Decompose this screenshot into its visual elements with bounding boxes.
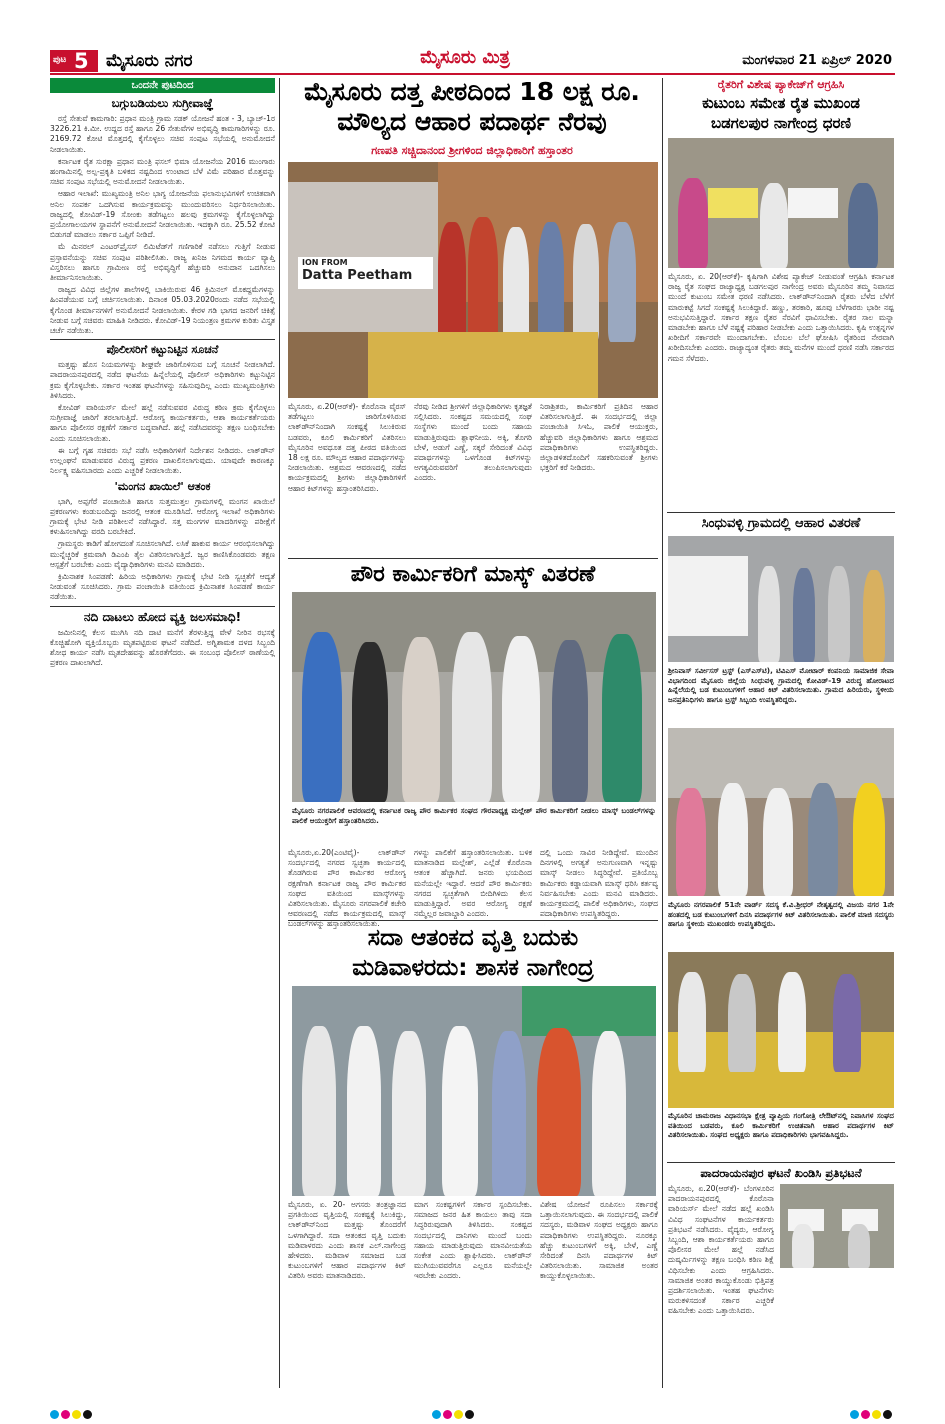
vijayanagar-caption: ಮೈಸೂರು ನಗರಪಾಲಿಕೆ 51ನೇ ವಾರ್ಡ್ ಸದಸ್ಯ ಕೆ.ವಿ.ಶ್ರೀಧರ್ ನೇತೃತ್ವದಲ್ಲಿ ವಿಜಯ ನಗರ 1ನೇ ಹಂತದಲ್ಲಿ ಬಡ ಕುಟುಂಬಗಳಿಗೆ ದಿನಸಿ ಪದಾರ್ಥಗಳ ಕಿಟ್ ವಿತರಿಸಲಾಯಿತು. ಪಾಲಿಕೆ ಮಾಜಿ ಸದಸ್ಯರು ಹಾಗೂ ಸ್ಥಳೀಯ ಮುಖಂಡರು ಉಪಸ್ಥಿತರಿದ್ದರು. [668, 900, 894, 928]
mla-photo [292, 986, 656, 1196]
mla-headline-line2: ಮಡಿವಾಳರದು: ಶಾಸಕ ನಾಗೇಂದ್ರ [352, 955, 594, 981]
column-divider [662, 78, 663, 1388]
column-divider [279, 78, 280, 1388]
person-figure [778, 972, 806, 1072]
van-image [668, 556, 748, 636]
page-label: ಪುಟ [53, 55, 67, 65]
person-figure [452, 632, 492, 802]
protest-photo [780, 1184, 894, 1268]
gangothri-caption: ಮೈಸೂರಿನ ಚಾಮರಾಜ ವಿಧಾನಸಭಾ ಕ್ಷೇತ್ರ ವ್ಯಾಪ್ತಿಯ ಗಂಗೋತ್ರಿ ಲೇಔಟ್‌ನಲ್ಲಿ ನಿವಾಸಿಗಳ ಸಂಘದ ವತಿಯಿಂದ ಬಡವರು, ಕೂಲಿ ಕಾರ್ಮಿಕರಿಗೆ ಉಚಿತವಾಗಿ ಆಹಾರ ಪದಾರ್ಥಗಳ ಕಿಟ್ ವಿತರಿಸಲಾಯಿತು. ಸಂಘದ ಅಧ್ಯಕ್ಷರು ಹಾಗೂ ಪದಾಧಿಕಾರಿಗಳು ಭಾಗವಹಿಸಿದ್ದರು. [668, 1111, 894, 1139]
truck-banner [298, 257, 433, 289]
person-figure [792, 1224, 814, 1268]
green-banner [522, 986, 656, 1036]
black-dot [883, 1410, 892, 1419]
farmer-body: ಮೈಸೂರು, ಏ. 20(ಆರ್‌ಕೆ)- ಕೃಷಿಗಾಗಿ ವಿಶೇಷ ಪ್ಯಾಕೇಜ್ ನೀಡುವಂತೆ ಆಗ್ರಹಿಸಿ ಕರ್ನಾಟಕ ರಾಜ್ಯ ರೈತ ಸಂಘದ ರಾಜ್ಯಾಧ್ಯಕ್ಷ ಬಡಗಲಪುರ ನಾಗೇಂದ್ರ ಅವರು ಮೈಸೂರಿನ ತಮ್ಮ ನಿವಾಸದ ಮುಂದೆ ಕುಟುಂಬ ಸಮೇತ ಧರಣಿ ನಡೆಸಿದರು. ಲಾಕ್‌ಡೌನ್‌ನಿಂದಾಗಿ ರೈತರು ಬೆಳೆದ ಬೆಳೆಗೆ ಮಾರುಕಟ್ಟೆ ಸಿಗದೆ ಸಂಕಷ್ಟಕ್ಕೆ ಸಿಲುಕಿದ್ದಾರೆ. ಹಣ್ಣು, ತರಕಾರಿ, ಹೂವು ಬೆಳೆಗಾರರು ಭಾರೀ ನಷ್ಟ ಅನುಭವಿಸುತ್ತಿದ್ದಾರೆ. ಸರ್ಕಾರ ತಕ್ಷಣ ರೈತರ ನೆರವಿಗೆ ಧಾವಿಸಬೇಕು. ರೈತರ ಸಾಲ ಮನ್ನಾ ಮಾಡಬೇಕು ಹಾಗೂ ಬೆಳೆ ನಷ್ಟಕ್ಕೆ ಪರಿಹಾರ ನೀಡಬೇಕು ಎಂದು ಒತ್ತಾಯಿಸಿದರು. ಕೃಷಿ ಉತ್ಪನ್ನಗಳ ಖರೀದಿಗೆ ಸರ್ಕಾರವೇ ಮುಂದಾಗಬೇಕು. ಬೆಂಬಲ ಬೆಲೆ ಘೋಷಿಸಿ ರೈತರಿಂದ ನೇರವಾಗಿ ಖರೀದಿಸಬೇಕು ಎಂದರು. ರಾಜ್ಯಾದ್ಯಂತ ರೈತರು ತಮ್ಮ ಮನೆಗಳ ಮುಂದೆ ಧರಣಿ ನಡೆಸಿ ಸರ್ಕಾರದ ಗಮನ ಸೆಳೆದರು. [668, 272, 894, 363]
black-dot [83, 1410, 92, 1419]
banner-prefix: ION FROM [302, 258, 348, 267]
sindhuvalli-headline: ಸಿಂಧುವಳ್ಳಿ ಗ್ರಾಮದಲ್ಲಿ ಆಹಾರ ವಿತರಣೆ [667, 512, 895, 533]
person-figure [758, 566, 780, 662]
lead-photo [288, 162, 658, 398]
masks-col1: ಮೈಸೂರು,ಏ.20(ಎಂಟಿವೈ)- ಲಾಕ್‌ಡೌನ್ ಸಂದರ್ಭದಲ್ಲಿ ನಗರದ ಸ್ವಚ್ಛತಾ ಕಾರ್ಯದಲ್ಲಿ ತೊಡಗಿರುವ ಪೌರ ಕಾರ್ಮಿಕರ ಆರೋಗ್ಯ ರಕ್ಷಣೆಗಾಗಿ ಕರ್ನಾಟಕ ರಾಜ್ಯ ಪೌರ ಕಾರ್ಮಿಕರ ಸಂಘದ ವತಿಯಿಂದ ಮಾಸ್ಕ್‌ಗಳನ್ನು ವಿತರಿಸಲಾಯಿತು. ಮೈಸೂರು ನಗರಪಾಲಿಕೆ ಕಚೇರಿ ಆವರಣದಲ್ಲಿ ನಡೆದ ಕಾರ್ಯಕ್ರಮದಲ್ಲಿ ಮಾಸ್ಕ್ ಬಂಡಲ್‌ಗಳನ್ನು ಹಸ್ತಾಂತರಿಸಲಾಯಿತು. [288, 848, 406, 929]
person-figure [763, 788, 793, 896]
lead-headline-line1: ಮೈಸೂರು ದತ್ತ ಪೀಠದಿಂದ 18 ಲಕ್ಷ ರೂ. [304, 77, 640, 106]
mla-headline [288, 920, 658, 983]
story2-title: ಪೊಲೀಸರಿಗೆ ಕಟ್ಟುನಿಟ್ಟಿನ ಸೂಚನೆ [106, 343, 219, 357]
story1-body [50, 114, 275, 336]
paragraph: ಕೋವಿಡ್ ವಾರಿಯರ್ಸ್ ಮೇಲೆ ಹಲ್ಲೆ ನಡೆಸುವವರ ವಿರುದ್ಧ ಕಠಿಣ ಕ್ರಮ ಕೈಗೊಳ್ಳಲು ಸುಗ್ರೀವಾಜ್ಞೆ ಜಾರಿಗೆ ತರಲಾಗುತ್ತಿದೆ. ಆರೋಗ್ಯ ಕಾರ್ಯಕರ್ತರು, ಆಶಾ ಕಾರ್ಯಕರ್ತೆಯರು ಹಾಗೂ ಪೊಲೀಸರ ರಕ್ಷಣೆಗೆ ಸರ್ಕಾರ ಬದ್ಧವಾಗಿದೆ. ಹಲ್ಲೆ ನಡೆಸಿದವರನ್ನು ತಕ್ಷಣ ಬಂಧಿಸಬೇಕು ಎಂದು ಸೂಚಿಸಲಾಯಿತು. [50, 403, 275, 443]
farmer-headline-line1: ಕುಟುಂಬ ಸಮೇತ ರೈತ ಮುಖಂಡ [702, 94, 860, 112]
person-figure [608, 222, 636, 342]
masks-caption: ಮೈಸೂರು ನಗರಪಾಲಿಕೆ ಆವರಣದಲ್ಲಿ ಕರ್ನಾಟಕ ರಾಜ್ಯ ಪೌರ ಕಾರ್ಮಿಕರ ಸಂಘದ ಗೌರವಾಧ್ಯಕ್ಷ ಮಲ್ಲೇಶ್ ಪೌರ ಕಾರ್ಮಿಕರಿಗೆ ನೀಡಲು ಮಾಸ್ಕ್ ಬಂಡಲ್‌ಗಳನ್ನು ಪಾಲಿಕೆ ಆಯುಕ್ತರಿಗೆ ಹಸ್ತಾಂತರಿಸಿದರು. [292, 806, 656, 825]
cyan-dot [850, 1410, 859, 1419]
paragraph: ರಸ್ತೆ ಸೇತುವೆ ಕಾಮಗಾರಿ: ಪ್ರಧಾನ ಮಂತ್ರಿ ಗ್ರಾಮ ಸಡಕ್ ಯೋಜನೆ ಹಂತ - 3, ಬ್ಯಾಚ್-1ರ 3226.21 ಕಿ.ಮೀ. ಉದ್ದದ ರಸ್ತೆ ಹಾಗೂ 26 ಸೇತುವೆಗಳ ಅಭಿವೃದ್ಧಿ ಕಾಮಗಾರಿಗಳನ್ನು ರೂ. 2169.72 ಕೋಟಿ ಮೊತ್ತದಲ್ಲಿ ಕೈಗೊಳ್ಳಲು ಸಚಿವ ಸಂಪುಟ ಸಭೆಯಲ್ಲಿ ಅನುಮೋದನೆ ನೀಡಲಾಯಿತು. [50, 114, 275, 154]
person-figure [853, 783, 885, 896]
lead-headline-line2: ಮೌಲ್ಯದ ಆಹಾರ ಪದಾರ್ಥ ನೆರವು [337, 107, 607, 136]
lead-headline [284, 77, 660, 137]
person-figure [592, 1031, 626, 1196]
person-figure [728, 974, 756, 1072]
person-figure [492, 1031, 526, 1196]
person-figure [793, 568, 815, 662]
sindhuvalli-photo [668, 536, 894, 662]
paragraph: ಭಾಗಿ, ಅಪ್ಪಗೆರೆ ಪಂಚಾಯಿತಿ ಹಾಗೂ ಸುತ್ತಮುತ್ತಲ ಗ್ರಾಮಗಳಲ್ಲಿ ಮಂಗನ ಖಾಯಿಲೆ ಪ್ರಕರಣಗಳು ಕಂಡುಬಂದಿದ್ದು ಜನರಲ್ಲಿ ಆತಂಕ ಮೂಡಿಸಿದೆ. ಆರೋಗ್ಯ ಇಲಾಖೆ ಅಧಿಕಾರಿಗಳು ಗ್ರಾಮಕ್ಕೆ ಭೇಟಿ ನೀಡಿ ಪರಿಶೀಲನೆ ನಡೆಸಿದ್ದಾರೆ. ಸತ್ತ ಮಂಗಗಳ ಮಾದರಿಗಳನ್ನು ಪರೀಕ್ಷೆಗೆ ಕಳುಹಿಸಲಾಗಿದ್ದು ವರದಿ ಬರಬೇಕಿದೆ. [50, 496, 275, 537]
person-figure [538, 222, 564, 342]
masks-headline: ಪೌರ ಕಾರ್ಮಿಕರಿಗೆ ಮಾಸ್ಕ್ ವಿತರಣೆ [288, 558, 658, 589]
person-figure [302, 1026, 336, 1196]
person-figure [347, 1026, 381, 1196]
farmer-headline-line2: ಬಡಗಲಪುರ ನಾಗೇಂದ್ರ ಧರಣಿ [710, 114, 852, 132]
paragraph: ಜಮೀನಿನಲ್ಲಿ ಕೆಲಸ ಮುಗಿಸಿ ನದಿ ದಾಟಿ ಮನೆಗೆ ತೆರಳುತ್ತಿದ್ದ ವೇಳೆ ನೀರಿನ ರಭಸಕ್ಕೆ ಕೊಚ್ಚಿಹೋಗಿ ವ್ಯಕ್ತಿಯೊಬ್ಬರು ಮೃತಪಟ್ಟಿರುವ ಘಟನೆ ನಡೆದಿದೆ. ಅಗ್ನಿಶಾಮಕ ದಳದ ಸಿಬ್ಬಂದಿ ಶೋಧ ಕಾರ್ಯ ನಡೆಸಿ ಮೃತದೇಹವನ್ನು ಹೊರತೆಗೆದರು. ಈ ಸಂಬಂಧ ಪೊಲೀಸ್ ಠಾಣೆಯಲ್ಲಿ ಪ್ರಕರಣ ದಾಖಲಾಗಿದೆ. [50, 627, 275, 668]
gangothri-photo [668, 952, 894, 1108]
person-figure [468, 217, 498, 342]
lead-col3: ನಿರಾಶ್ರಿತರು, ಕಾರ್ಮಿಕರಿಗೆ ಪ್ರತಿದಿನ ಆಹಾರ ವಿತರಿಸಲಾಗುತ್ತಿದೆ. ಈ ಸಂದರ್ಭದಲ್ಲಿ ಜಿಲ್ಲಾ ಪಂಚಾಯಿತಿ ಸಿಇಓ, ಪಾಲಿಕೆ ಆಯುಕ್ತರು, ಹೆಚ್ಚುವರಿ ಜಿಲ್ಲಾಧಿಕಾರಿಗಳು ಹಾಗೂ ಆಶ್ರಮದ ಪದಾಧಿಕಾರಿಗಳು ಉಪಸ್ಥಿತರಿದ್ದರು. ಜಿಲ್ಲಾಡಳಿತದೊಂದಿಗೆ ಸಹಕರಿಸುವಂತೆ ಶ್ರೀಗಳು ಭಕ್ತರಿಗೆ ಕರೆ ನೀಡಿದರು. [540, 402, 658, 473]
mla-headline-line1: ಸದಾ ಆತಂಕದ ವೃತ್ತಿ ಬದುಕು [367, 925, 579, 951]
person-figure [848, 183, 878, 268]
lead-col2: ನೆರವು ನೀಡಿದ ಶ್ರೀಗಳಿಗೆ ಜಿಲ್ಲಾಧಿಕಾರಿಗಳು ಕೃತಜ್ಞತೆ ಸಲ್ಲಿಸಿದರು. ಸಂಕಷ್ಟದ ಸಮಯದಲ್ಲಿ ಸಂಘ ಸಂಸ್ಥೆಗಳು ಮುಂದೆ ಬಂದು ಸಹಾಯ ಮಾಡುತ್ತಿರುವುದು ಶ್ಲಾಘನೀಯ. ಅಕ್ಕಿ, ತೊಗರಿ ಬೇಳೆ, ಅಡುಗೆ ಎಣ್ಣೆ, ಸಕ್ಕರೆ ಸೇರಿದಂತೆ ವಿವಿಧ ಪದಾರ್ಥಗಳನ್ನು ಒಳಗೊಂಡ ಕಿಟ್‌ಗಳನ್ನು ಅಗತ್ಯವಿರುವವರಿಗೆ ತಲುಪಿಸಲಾಗುವುದು ಎಂದರು. [414, 402, 532, 483]
person-figure [760, 183, 788, 268]
person-figure [676, 788, 706, 896]
lead-col1: ಮೈಸೂರು, ಏ.20(ಆರ್‌ಕೆ)- ಕೊರೊನಾ ವೈರಸ್ ತಡೆಗಟ್ಟಲು ಜಾರಿಗೊಳಿಸಿರುವ ಲಾಕ್‌ಡೌನ್‌ನಿಂದಾಗಿ ಸಂಕಷ್ಟಕ್ಕೆ ಸಿಲುಕಿರುವ ಬಡವರು, ಕೂಲಿ ಕಾರ್ಮಿಕರಿಗೆ ವಿತರಿಸಲು ಮೈಸೂರಿನ ಅವಧೂತ ದತ್ತ ಪೀಠದ ವತಿಯಿಂದ 18 ಲಕ್ಷ ರೂ. ಮೌಲ್ಯದ ಆಹಾರ ಪದಾರ್ಥಗಳನ್ನು ನೀಡಲಾಯಿತು. ಆಶ್ರಮದ ಆವರಣದಲ್ಲಿ ನಡೆದ ಕಾರ್ಯಕ್ರಮದಲ್ಲಿ ಶ್ರೀಗಳು ಜಿಲ್ಲಾಧಿಕಾರಿಗಳಿಗೆ ಆಹಾರ ಕಿಟ್‌ಗಳನ್ನು ಹಸ್ತಾಂತರಿಸಿದರು. [288, 402, 406, 493]
placard [788, 188, 838, 218]
person-figure [573, 224, 599, 342]
person-figure [503, 227, 529, 342]
paper-name: ಮೈಸೂರು ಮಿತ್ರ [420, 47, 510, 68]
lead-subhead: ಗಣಪತಿ ಸಚ್ಚಿದಾನಂದ ಶ್ರೀಗಳಿಂದ ಜಿಲ್ಲಾಧಿಕಾರಿಗೆ ಹಸ್ತಾಂತರ [371, 144, 573, 157]
protest-body: ಮೈಸೂರು, ಏ.20(ಆರ್‌ಕೆ)- ಬೆಂಗಳೂರಿನ ಪಾದರಾಯನಪುರದಲ್ಲಿ ಕೊರೊನಾ ವಾರಿಯರ್ಸ್ ಮೇಲೆ ನಡೆದ ಹಲ್ಲೆ ಖಂಡಿಸಿ ವಿವಿಧ ಸಂಘಟನೆಗಳ ಕಾರ್ಯಕರ್ತರು ಪ್ರತಿಭಟನೆ ನಡೆಸಿದರು. ವೈದ್ಯರು, ಆರೋಗ್ಯ ಸಿಬ್ಬಂದಿ, ಆಶಾ ಕಾರ್ಯಕರ್ತೆಯರು ಹಾಗೂ ಪೊಲೀಸರ ಮೇಲೆ ಹಲ್ಲೆ ನಡೆಸಿದ ದುಷ್ಕರ್ಮಿಗಳನ್ನು ತಕ್ಷಣ ಬಂಧಿಸಿ ಕಠಿಣ ಶಿಕ್ಷೆ ವಿಧಿಸಬೇಕು ಎಂದು ಆಗ್ರಹಿಸಿದರು. ಸಾಮಾಜಿಕ ಅಂತರ ಕಾಯ್ದುಕೊಂಡು ಭಿತ್ತಿಪತ್ರ ಪ್ರದರ್ಶಿಸಲಾಯಿತು. ಇಂತಹ ಘಟನೆಗಳು ಮರುಕಳಿಸದಂತೆ ಸರ್ಕಾರ ಎಚ್ಚರಿಕೆ ವಹಿಸಬೇಕು ಎಂದು ಒತ್ತಾಯಿಸಿದರು. [668, 1184, 774, 1316]
farmer-photo [668, 138, 894, 268]
magenta-dot [61, 1410, 70, 1419]
cyan-dot [432, 1410, 441, 1419]
story3-body [50, 497, 275, 603]
mla-body [288, 1200, 658, 1385]
yellow-dot [872, 1410, 881, 1419]
supplies-table [368, 332, 598, 398]
protest-headline: ಪಾದರಾಯನಪುರ ಘಟನೆ ಖಂಡಿಸಿ ಪ್ರತಿಭಟನೆ [667, 1162, 895, 1181]
person-figure [833, 974, 861, 1072]
person-figure [438, 222, 466, 342]
sindhuvalli-caption: ಶ್ರೀನಿವಾಸ್ ಸರ್ವೀಸಸ್ ಟ್ರಸ್ಟ್ (ಎಸ್‌ಎಸ್‌ಟಿ), ಟಿವಿಎಸ್ ಮೋಟಾರ್ ಕಂಪನಿಯ ಸಾಮಾಜಿಕ ಸೇವಾ ವಿಭಾಗದಿಂದ ಮೈಸೂರು ಜಿಲ್ಲೆಯ ಸಿಂಧುವಳ್ಳಿ ಗ್ರಾಮದಲ್ಲಿ ಕೋವಿಡ್-19 ವಿರುದ್ಧ ಹೋರಾಟದ ಹಿನ್ನೆಲೆಯಲ್ಲಿ ಬಡ ಕುಟುಂಬಗಳಿಗೆ ಆಹಾರ ಕಿಟ್ ವಿತರಿಸಲಾಯಿತು. ಗ್ರಾಮದ ಹಿರಿಯರು, ಸ್ಥಳೀಯ ಜನಪ್ರತಿನಿಧಿಗಳು ಹಾಗೂ ಟ್ರಸ್ಟ್ ಸಿಬ್ಬಂದಿ ಉಪಸ್ಥಿತರಿದ್ದರು. [668, 666, 894, 704]
masks-col2: ಗಳನ್ನು ಪಾಲಿಕೆಗೆ ಹಸ್ತಾಂತರಿಸಲಾಯಿತು. ಬಳಿಕ ಮಾತನಾಡಿದ ಮಲ್ಲೇಶ್, ಎಲ್ಲೆಡೆ ಕೊರೊನಾ ಆತಂಕ ಹೆಚ್ಚಾಗಿದೆ. ಜನರು ಭಯದಿಂದ ಮನೆಯಲ್ಲೇ ಇದ್ದಾರೆ. ಆದರೆ ಪೌರ ಕಾರ್ಮಿಕರು ನಗರದ ಸ್ವಚ್ಛತೆಗಾಗಿ ಬೀದಿಗಿಳಿದು ಕೆಲಸ ಮಾಡುತ್ತಿದ್ದಾರೆ. ಅವರ ಆರೋಗ್ಯ ರಕ್ಷಣೆ ನಮ್ಮೆಲ್ಲರ ಜವಾಬ್ದಾರಿ ಎಂದರು. [414, 848, 532, 919]
paragraph: ಈ ಬಗ್ಗೆ ಗೃಹ ಸಚಿವರು ಸಭೆ ನಡೆಸಿ ಅಧಿಕಾರಿಗಳಿಗೆ ನಿರ್ದೇಶನ ನೀಡಿದರು. ಲಾಕ್‌ಡೌನ್ ಉಲ್ಲಂಘನೆ ಮಾಡುವವರ ವಿರುದ್ಧ ಪ್ರಕರಣ ದಾಖಲಿಸಲಾಗುವುದು. ಯಾವುದೇ ಕಾರಣಕ್ಕೂ ನಿರ್ಲಕ್ಷ್ಯ ವಹಿಸಬಾರದು ಎಂದು ಎಚ್ಚರಿಕೆ ನೀಡಲಾಯಿತು. [50, 445, 275, 476]
person-figure [678, 178, 708, 268]
black-dot [465, 1410, 474, 1419]
story4-body [50, 628, 275, 669]
registration-marks-right [850, 1404, 894, 1423]
person-figure [552, 640, 588, 802]
page-number: 5 [74, 49, 89, 73]
masthead-rule [50, 73, 895, 75]
person-figure [848, 1224, 870, 1268]
page-date: ಮಂಗಳವಾರ 21 ಏಪ್ರಿಲ್ 2020 [742, 53, 892, 68]
registration-marks-center [432, 1404, 476, 1423]
paragraph: ಮತ್ತಷ್ಟು ಹೊಸ ನಿಯಮಗಳನ್ನು ಶೀಘ್ರವೇ ಜಾರಿಗೊಳಿಸುವ ಬಗ್ಗೆ ಸೂಚನೆ ನೀಡಲಾಗಿದೆ. ಪಾದರಾಯನಪುರದಲ್ಲಿ ನಡೆದ ಘಟನೆಯ ಹಿನ್ನೆಲೆಯಲ್ಲಿ ಪೊಲೀಸ್ ಅಧಿಕಾರಿಗಳು ಕಟ್ಟುನಿಟ್ಟಿನ ಕ್ರಮ ಕೈಗೊಳ್ಳಬೇಕು. ಸರ್ಕಾರ ಇಂತಹ ಘಟನೆಗಳನ್ನು ಸಹಿಸುವುದಿಲ್ಲ ಎಂದು ಮುಖ್ಯಮಂತ್ರಿಗಳು ತಿಳಿಸಿದರು. [50, 360, 275, 400]
story3-title: 'ಮಂಗನ ಖಾಯಿಲೆ' ಆತಂಕ [114, 479, 211, 493]
person-figure [678, 972, 706, 1072]
farmer-headline [667, 93, 895, 133]
story4-title: ನದಿ ದಾಟಲು ಹೋದ ವ್ಯಕ್ತಿ ಜಲಸಮಾಧಿ! [83, 609, 242, 624]
banner-text: Datta Peetham [302, 268, 413, 283]
person-figure [502, 636, 540, 802]
cyan-dot [50, 1410, 59, 1419]
continued-banner: ಒಂದನೇ ಪುಟದಿಂದ [50, 78, 275, 93]
left-column [50, 78, 275, 1388]
story2-body [50, 360, 275, 476]
person-figure [352, 642, 388, 802]
story1-title: ಬಗ್ಗುಬಡಿಯಲು ಸುಗ್ರೀವಾಜ್ಞೆ [111, 96, 214, 110]
paragraph: ಮೆ ಮಿನರಲ್ ಎಂಟರ್‌ಪ್ರೈಸಸ್ ಲಿಮಿಟೆಡ್‌ಗೆ ಗಣಿಗಾರಿಕೆ ನಡೆಸಲು ಗುತ್ತಿಗೆ ನೀಡುವ ಪ್ರಸ್ತಾವನೆಯನ್ನು ಸಚಿವ ಸಂಪುಟ ಪರಿಶೀಲಿಸಿತು. ರಾಜ್ಯ ಖನಿಜ ನಿಗಮದ ಕಾರ್ಯ ವ್ಯಾಪ್ತಿ ವಿಸ್ತರಿಸಲು ಹಾಗೂ ಗ್ರಾಮೀಣ ರಸ್ತೆ ಅಭಿವೃದ್ಧಿಗೆ ಹೆಚ್ಚುವರಿ ಅನುದಾನ ಒದಗಿಸಲು ತೀರ್ಮಾನಿಸಲಾಯಿತು. [50, 242, 275, 283]
yellow-dot [72, 1410, 81, 1419]
lead-body [288, 402, 658, 552]
magenta-dot [443, 1410, 452, 1419]
mla-col2: ಮಾಗ ಸಂಕಷ್ಟಗಳಿಗೆ ಸರ್ಕಾರ ಸ್ಪಂದಿಸಬೇಕು. ಸಮಾಜದ ಜನರ ಹಿತ ಕಾಯಲು ತಾವು ಸದಾ ಸಿದ್ಧರಿರುವುದಾಗಿ ತಿಳಿಸಿದರು. ಸಂಕಷ್ಟದ ಸಂದರ್ಭದಲ್ಲಿ ದಾನಿಗಳು ಮುಂದೆ ಬಂದು ಸಹಾಯ ಮಾಡುತ್ತಿರುವುದು ಮಾನವೀಯತೆಯ ಸಂಕೇತ ಎಂದು ಶ್ಲಾಘಿಸಿದರು. ಲಾಕ್‌ಡೌನ್ ಮುಗಿಯುವವರೆಗೂ ಎಲ್ಲರೂ ಮನೆಯಲ್ಲೇ ಇರಬೇಕು ಎಂದರು. [414, 1200, 532, 1281]
person-figure [302, 632, 342, 802]
yellow-dot [454, 1410, 463, 1419]
person-figure [828, 566, 850, 662]
paragraph: ಕ್ರಿಮಿನಾಶಕ ಸಿಂಪಡಣೆ: ಹಿರಿಯ ಅಧಿಕಾರಿಗಳು ಗ್ರಾಮಕ್ಕೆ ಭೇಟಿ ನೀಡಿ ಸ್ವಚ್ಛತೆಗೆ ಆದ್ಯತೆ ನೀಡುವಂತೆ ಸೂಚಿಸಿದರು. ಗ್ರಾಮ ಪಂಚಾಯಿತಿ ವತಿಯಿಂದ ಕ್ರಿಮಿನಾಶಕ ಸಿಂಪಡಣೆ ಕಾರ್ಯ ನಡೆಯಿತು. [50, 571, 275, 602]
masks-col3: ದಲ್ಲಿ ಒಂದು ಸಾವಿರ ನೀಡಿದ್ದೇವೆ. ಮುಂದಿನ ದಿನಗಳಲ್ಲಿ ಅಗತ್ಯತೆ ಅನುಗುಣವಾಗಿ ಇನ್ನಷ್ಟು ಮಾಸ್ಕ್ ನೀಡಲು ಸಿದ್ಧರಿದ್ದೇವೆ. ಪ್ರತಿಯೊಬ್ಬ ಕಾರ್ಮಿಕರು ಕಡ್ಡಾಯವಾಗಿ ಮಾಸ್ಕ್ ಧರಿಸಿ ಕರ್ತವ್ಯ ನಿರ್ವಹಿಸಬೇಕು ಎಂದು ಮನವಿ ಮಾಡಿದರು. ಕಾರ್ಯಕ್ರಮದಲ್ಲಿ ಪಾಲಿಕೆ ಅಧಿಕಾರಿಗಳು, ಸಂಘದ ಪದಾಧಿಕಾರಿಗಳು ಉಪಸ್ಥಿತರಿದ್ದರು. [540, 848, 658, 919]
mla-col3: ವಿಶೇಷ ಯೋಜನೆ ರೂಪಿಸಲು ಸರ್ಕಾರಕ್ಕೆ ಒತ್ತಾಯಿಸಲಾಗುವುದು. ಈ ಸಂದರ್ಭದಲ್ಲಿ ಪಾಲಿಕೆ ಸದಸ್ಯರು, ಮಡಿವಾಳ ಸಂಘದ ಅಧ್ಯಕ್ಷರು ಹಾಗೂ ಪದಾಧಿಕಾರಿಗಳು ಉಪಸ್ಥಿತರಿದ್ದರು. ನೂರಕ್ಕೂ ಹೆಚ್ಚು ಕುಟುಂಬಗಳಿಗೆ ಅಕ್ಕಿ, ಬೇಳೆ, ಎಣ್ಣೆ ಸೇರಿದಂತೆ ದಿನಸಿ ಪದಾರ್ಥಗಳ ಕಿಟ್ ವಿತರಿಸಲಾಯಿತು. ಸಾಮಾಜಿಕ ಅಂತರ ಕಾಯ್ದುಕೊಳ್ಳಲಾಯಿತು. [540, 1200, 658, 1281]
person-figure [718, 783, 748, 896]
paragraph: ರಾಜ್ಯದ ವಿವಿಧ ಜಿಲ್ಲೆಗಳ ಶಾಲೆಗಳಲ್ಲಿ ಬಾಕಿಯಿರುವ 46 ಕ್ರಿಮಿನಲ್ ಮೊಕದ್ದಮೆಗಳನ್ನು ಹಿಂಪಡೆಯುವ ಬಗ್ಗೆ ಚರ್ಚಿಸಲಾಯಿತು. ದಿನಾಂಕ 05.03.2020ರಂದು ನಡೆದ ಸಭೆಯಲ್ಲಿ ಕೈಗೊಂಡ ತೀರ್ಮಾನಗಳಿಗೆ ಅನುಮೋದನೆ ನೀಡಲಾಯಿತು. ಕೇರಳ ಗಡಿ ಭಾಗದ ಜನರಿಗೆ ಚಿಕಿತ್ಸೆ ನೀಡುವ ಬಗ್ಗೆ ಸಚಿವರು ಮಾಹಿತಿ ನೀಡಿದರು. ಕೋವಿಡ್-19 ನಿಯಂತ್ರಣ ಕ್ರಮಗಳ ಕುರಿತು ವಿಸ್ತೃತ ಚರ್ಚೆ ನಡೆಯಿತು. [50, 285, 275, 336]
registration-marks-left [50, 1404, 94, 1423]
person-figure [602, 634, 642, 802]
person-figure [537, 1028, 581, 1196]
paragraph: ಆಹಾರ ಇಲಾಖೆ: ಮುಖ್ಯಮಂತ್ರಿ ಅನಿಲ ಭಾಗ್ಯ ಯೋಜನೆಯ ಫಲಾನುಭವಿಗಳಿಗೆ ಉಚಿತವಾಗಿ ಅನಿಲ ಸಂಪರ್ಕ ಒದಗಿಸುವ ಕಾರ್ಯಕ್ರಮವನ್ನು ಮುಂದುವರಿಸಲು ನಿರ್ಧರಿಸಲಾಯಿತು. ರಾಜ್ಯದಲ್ಲಿ ಕೋವಿಡ್-19 ಸೋಂಕು ತಡೆಗಟ್ಟಲು ಹಲವು ಕ್ರಮಗಳನ್ನು ಕೈಗೊಳ್ಳಲಾಗಿದ್ದು ಪ್ರಯೋಗಾಲಯಗಳ ಸ್ಥಾಪನೆಗೆ ಅನುಮೋದನೆ ನೀಡಲಾಯಿತು. ಇದಕ್ಕಾಗಿ ರೂ. 25.52 ಕೋಟಿ ಬಿಡುಗಡೆ ಮಾಡಲು ಸರ್ಕಾರ ಒಪ್ಪಿಗೆ ನೀಡಿದೆ. [50, 189, 275, 240]
person-figure [808, 783, 838, 896]
person-figure [863, 570, 885, 662]
mla-col1: ಮೈಸೂರು, ಏ. 20- ಅಗಸರು ತಂತ್ರಜ್ಞಾನದ ಪ್ರಗತಿಯಿಂದ ವೃತ್ತಿಯಲ್ಲಿ ಸಂಕಷ್ಟಕ್ಕೆ ಸಿಲುಕಿದ್ದು, ಲಾಕ್‌ಡೌನ್‌ನಿಂದ ಮತ್ತಷ್ಟು ತೊಂದರೆಗೆ ಒಳಗಾಗಿದ್ದಾರೆ. ಸದಾ ಆತಂಕದ ವೃತ್ತಿ ಬದುಕು ಮಡಿವಾಳರದು ಎಂದು ಶಾಸಕ ಎಲ್.ನಾಗೇಂದ್ರ ಹೇಳಿದರು. ಮಡಿವಾಳ ಸಮಾಜದ ಬಡ ಕುಟುಂಬಗಳಿಗೆ ಆಹಾರ ಪದಾರ್ಥಗಳ ಕಿಟ್ ವಿತರಿಸಿ ಅವರು ಮಾತನಾಡಿದರು. [288, 1200, 406, 1281]
masks-photo [292, 592, 656, 802]
vijayanagar-photo [668, 728, 894, 896]
farmer-kicker: ರೈತರಿಗೆ ವಿಶೇಷ ಪ್ಯಾಕೇಜ್‌ಗೆ ಆಗ್ರಹಿಸಿ [717, 78, 845, 91]
magenta-dot [861, 1410, 870, 1419]
masks-body [288, 848, 658, 929]
person-figure [392, 1031, 426, 1196]
section-title: ಮೈಸೂರು ನಗರ [106, 51, 193, 71]
page-number-badge [50, 50, 98, 72]
paragraph: ಕರ್ನಾಟಕ ರೈತ ಸುರಕ್ಷಾ ಪ್ರಧಾನ ಮಂತ್ರಿ ಫಸಲ್ ಭಿಮಾ ಯೋಜನೆಯ 2016 ಮುಂಗಾರು ಹಂಗಾಮಿನಲ್ಲಿ ಅಲ್ಪ-ಪ್ರಕೃತಿ ಬಳಿಕದ ನಷ್ಟದಿಂದ ಉಂಟಾದ ಬೆಳೆ ವಿಮೆ ಪರಿಹಾರ ಮೊತ್ತವನ್ನು ಸಚಿವ ಸಂಪುಟ ಸಭೆಯಲ್ಲಿ ಅನುಮೋದನೆ ನೀಡಲಾಯಿತು. [50, 156, 275, 187]
paragraph: ಗ್ರಾಮಸ್ಥರು ಕಾಡಿಗೆ ಹೋಗದಂತೆ ಸೂಚಿಸಲಾಗಿದೆ. ಲಸಿಕೆ ಹಾಕುವ ಕಾರ್ಯ ಆರಂಭಿಸಲಾಗಿದ್ದು ಮುನ್ನೆಚ್ಚರಿಕೆ ಕ್ರಮವಾಗಿ ಡಿಎಂಪಿ ತೈಲ ವಿತರಿಸಲಾಗುತ್ತಿದೆ. ಜ್ವರ ಕಾಣಿಸಿಕೊಂಡವರು ತಕ್ಷಣ ಆಸ್ಪತ್ರೆಗೆ ಬರಬೇಕು ಎಂದು ವೈದ್ಯಾಧಿಕಾರಿಗಳು ಮನವಿ ಮಾಡಿದರು. [50, 539, 275, 569]
placard [708, 188, 758, 218]
person-figure [442, 1026, 478, 1196]
person-figure [402, 637, 440, 802]
